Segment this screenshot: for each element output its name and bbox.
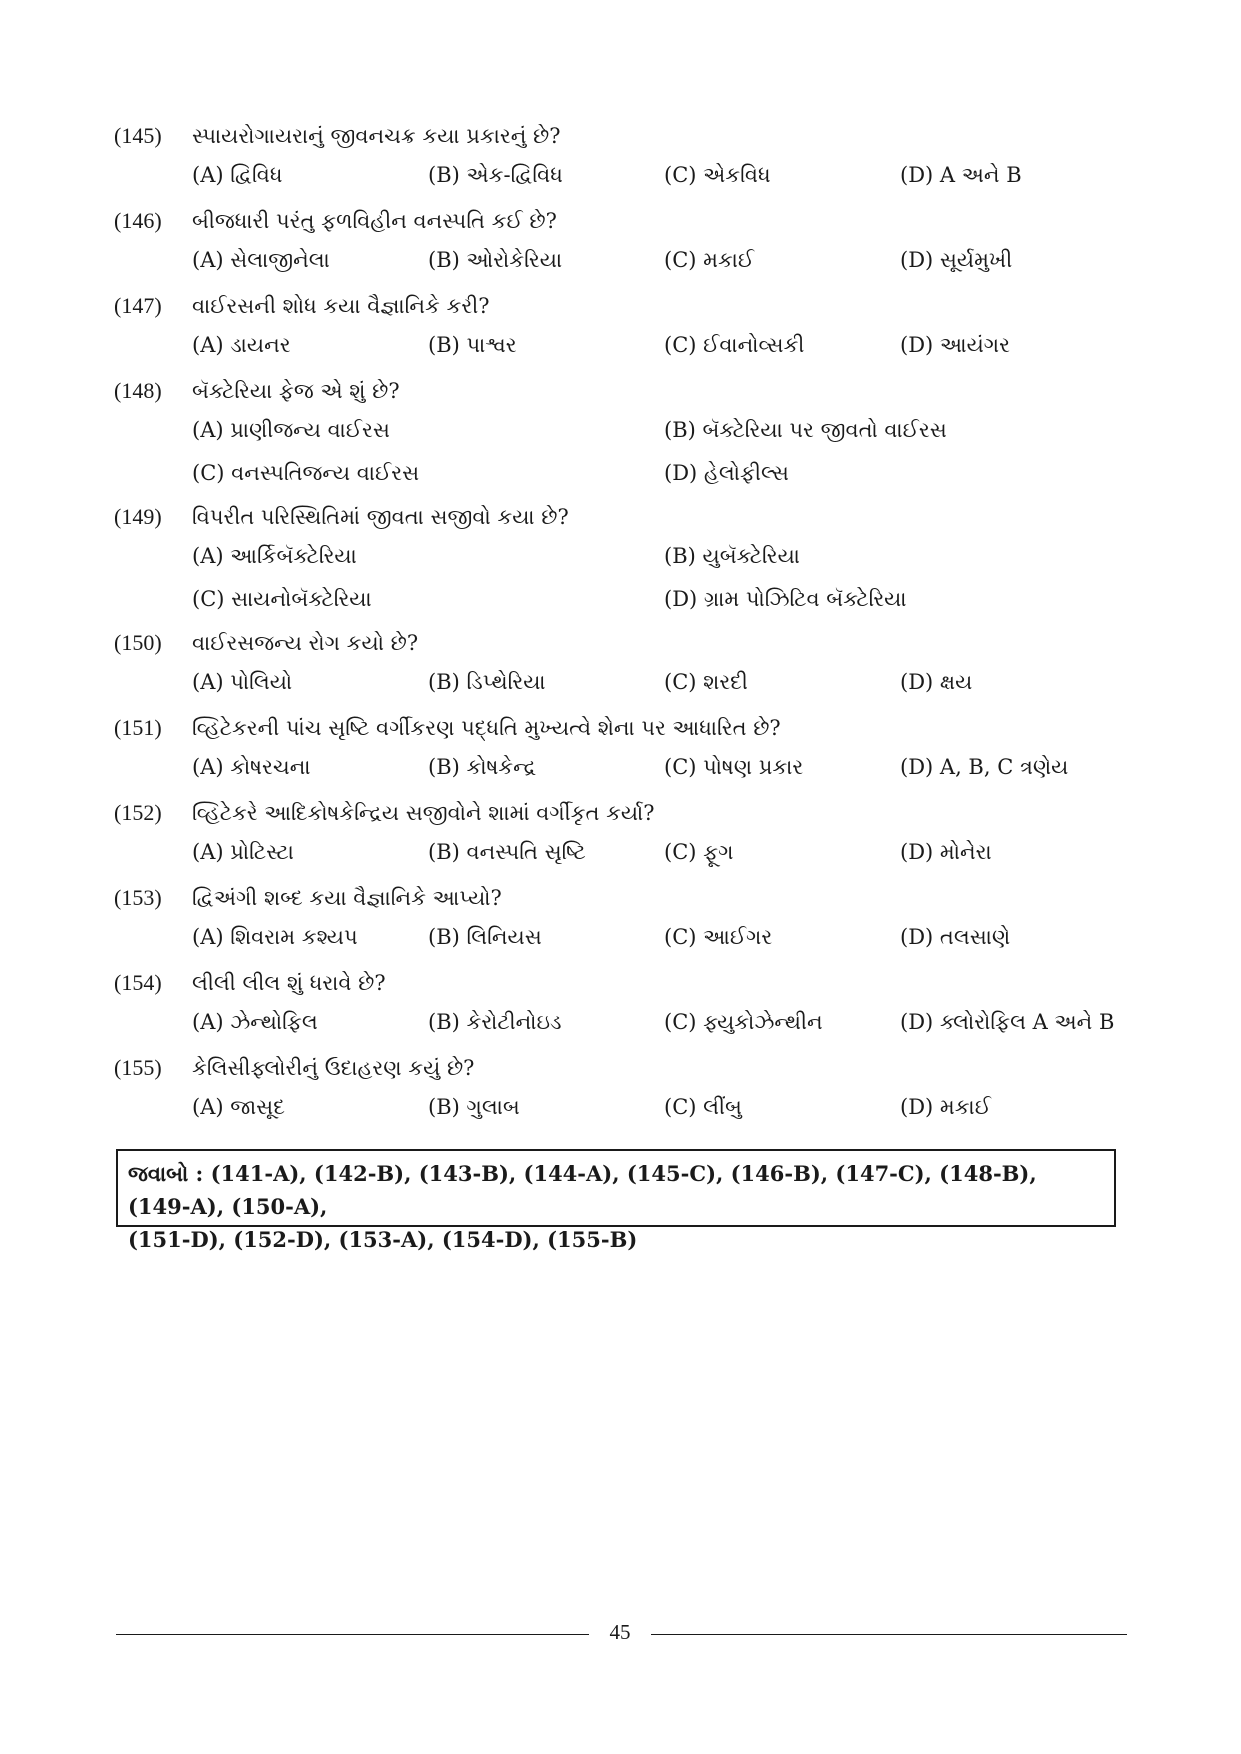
option-row — [114, 163, 1134, 208]
option-b: (B) વનસ્પતિ સૃષ્ટિ — [428, 840, 586, 864]
option-row — [114, 248, 1134, 293]
question-row — [114, 885, 1134, 925]
option-c: (C) લીંબુ — [664, 1095, 742, 1119]
question-item — [114, 378, 1134, 504]
question-text: વ્હિટેકરની પાંચ સૃષ્ટિ વર્ગીકરણ પદ્ધતિ મુખ્યત્વે શેના પર આધારિત છે? — [192, 716, 781, 740]
question-row — [114, 293, 1134, 333]
option-row — [114, 1095, 1134, 1140]
question-row — [114, 800, 1134, 840]
question-text: વ્હિટેકરે આદિકોષકેન્દ્રિય સજીવોને શામાં વર્ગીકૃત કર્યા? — [192, 801, 655, 825]
question-number: (152) — [114, 800, 162, 825]
question-list — [114, 123, 1134, 1140]
option-row — [114, 461, 1134, 504]
option-b: (B) ડિપ્થેરિયા — [428, 670, 546, 694]
question-number: (148) — [114, 378, 162, 403]
question-row — [114, 970, 1134, 1010]
question-number: (151) — [114, 715, 162, 740]
option-d: (D) A, B, C ત્રણેય — [900, 755, 1069, 779]
option-c: (C) સાયનોબૅક્ટેરિયા — [192, 587, 372, 611]
question-item — [114, 630, 1134, 715]
question-row — [114, 715, 1134, 755]
option-row — [114, 333, 1134, 378]
question-text: દ્વિઅંગી શબ્દ કયા વૈજ્ઞાનિકે આપ્યો? — [192, 886, 502, 910]
question-item — [114, 715, 1134, 800]
option-c: (C) ફૂગ — [664, 840, 734, 864]
option-a: (A) શિવરામ કશ્યપ — [192, 925, 358, 949]
option-a: (A) દ્વિવિધ — [192, 163, 283, 187]
question-item — [114, 123, 1134, 208]
option-row — [114, 1010, 1134, 1055]
option-d: (D) ક્ષય — [900, 670, 973, 694]
option-d: (D) હેલોફીલ્સ — [664, 461, 789, 485]
option-d: (D) ગ્રામ પોઝિટિવ બૅક્ટેરિયા — [664, 587, 907, 611]
option-a: (A) કોષરચના — [192, 755, 311, 779]
question-item — [114, 970, 1134, 1055]
option-c: (C) વનસ્પતિજન્ય વાઈરસ — [192, 461, 420, 485]
option-a: (A) આર્કિબૅક્ટેરિયા — [192, 544, 357, 568]
option-row — [114, 544, 1134, 587]
question-number: (149) — [114, 504, 162, 529]
question-number: (146) — [114, 208, 162, 233]
answer-key-line-1 — [128, 1157, 1104, 1223]
option-c: (C) મકાઈ — [664, 248, 755, 272]
option-d: (D) મોનેરા — [900, 840, 992, 864]
question-number: (154) — [114, 970, 162, 995]
question-row — [114, 208, 1134, 248]
option-b: (B) ગુલાબ — [428, 1095, 520, 1119]
option-row — [114, 925, 1134, 970]
question-text: વાઈરસની શોધ કયા વૈજ્ઞાનિકે કરી? — [192, 294, 490, 318]
question-row — [114, 504, 1134, 544]
answer-key-line-2 — [128, 1223, 1104, 1256]
option-c: (C) આઈગર — [664, 925, 773, 949]
answer-key-text-1: (141-A), (142-B), (143-B), (144-A), (145-C), (146-B), (147-C), (148-B), (149-A), (150-A), — [128, 1161, 1037, 1219]
option-b: (B) કેરોટીનોઇડ — [428, 1010, 562, 1034]
option-row — [114, 418, 1134, 461]
option-a: (A) ડાયનર — [192, 333, 291, 357]
answer-key-box — [116, 1149, 1116, 1252]
option-b: (B) લિનિયસ — [428, 925, 542, 949]
option-b: (B) કોષકેન્દ્ર — [428, 755, 537, 779]
option-row — [114, 670, 1134, 715]
question-text: લીલી લીલ શું ધરાવે છે? — [192, 971, 386, 995]
option-b: (B) એક-દ્વિવિધ — [428, 163, 563, 187]
question-number: (145) — [114, 123, 162, 148]
option-a: (A) પ્રાણીજન્ય વાઈરસ — [192, 418, 390, 442]
option-c: (C) શરદી — [664, 670, 748, 694]
question-row — [114, 630, 1134, 670]
question-number: (150) — [114, 630, 162, 655]
option-a: (A) પોલિયો — [192, 670, 293, 694]
question-item — [114, 293, 1134, 378]
option-d: (D) A અને B — [900, 163, 1022, 187]
question-item — [114, 208, 1134, 293]
question-row — [114, 1055, 1134, 1095]
option-b: (B) યુબૅક્ટેરિયા — [664, 544, 800, 568]
question-text: વાઈરસજન્ય રોગ કયો છે? — [192, 631, 419, 655]
option-d: (D) સૂર્યમુખી — [900, 248, 1013, 272]
option-a: (A) જાસૂદ — [192, 1095, 285, 1119]
question-number: (155) — [114, 1055, 162, 1080]
option-b: (B) બૅક્ટેરિયા પર જીવતો વાઈરસ — [664, 418, 947, 442]
footer-rule-left — [116, 1634, 589, 1635]
page-number: 45 — [609, 1620, 631, 1644]
question-number: (147) — [114, 293, 162, 318]
footer-rule-right — [651, 1634, 1127, 1635]
page-footer — [116, 1620, 1127, 1650]
option-row — [114, 587, 1134, 630]
question-text: બૅક્ટેરિયા ફેજ એ શું છે? — [192, 379, 400, 403]
question-text: સ્પાયરોગાયરાનું જીવનચક્ર કયા પ્રકારનું છે? — [192, 124, 561, 148]
option-a: (A) સેલાજીનેલા — [192, 248, 330, 272]
question-item — [114, 800, 1134, 885]
answer-key-text-2: (151-D), (152-D), (153-A), (154-D), (155-B) — [128, 1227, 638, 1252]
question-item — [114, 504, 1134, 630]
option-d: (D) ક્લોરોફિલ A અને B — [900, 1010, 1115, 1034]
option-d: (D) મકાઈ — [900, 1095, 991, 1119]
option-d: (D) આયંગર — [900, 333, 1010, 357]
option-a: (A) પ્રોટિસ્ટા — [192, 840, 294, 864]
option-c: (C) ફ્યુકોઝેન્થીન — [664, 1010, 823, 1034]
option-b: (B) પાશ્વર — [428, 333, 517, 357]
option-b: (B) ઓરોકેરિયા — [428, 248, 563, 272]
question-text: વિપરીત પરિસ્થિતિમાં જીવતા સજીવો કયા છે? — [192, 505, 569, 529]
question-row — [114, 378, 1134, 418]
question-text: બીજધારી પરંતુ ફળવિહીન વનસ્પતિ કઈ છે? — [192, 209, 557, 233]
answer-key-label: જવાબો : — [128, 1161, 204, 1186]
question-number: (153) — [114, 885, 162, 910]
option-c: (C) પોષણ પ્રકાર — [664, 755, 804, 779]
question-text: કેલિસીફ્લોરીનું ઉદાહરણ કયું છે? — [192, 1056, 475, 1080]
option-row — [114, 755, 1134, 800]
question-item — [114, 885, 1134, 970]
option-c: (C) ઈવાનોવ્સકી — [664, 333, 805, 357]
option-d: (D) તલસાણે — [900, 925, 1011, 949]
question-item — [114, 1055, 1134, 1140]
option-a: (A) ઝેન્થોફિલ — [192, 1010, 318, 1034]
option-c: (C) એકવિધ — [664, 163, 771, 187]
question-row — [114, 123, 1134, 163]
option-row — [114, 840, 1134, 885]
